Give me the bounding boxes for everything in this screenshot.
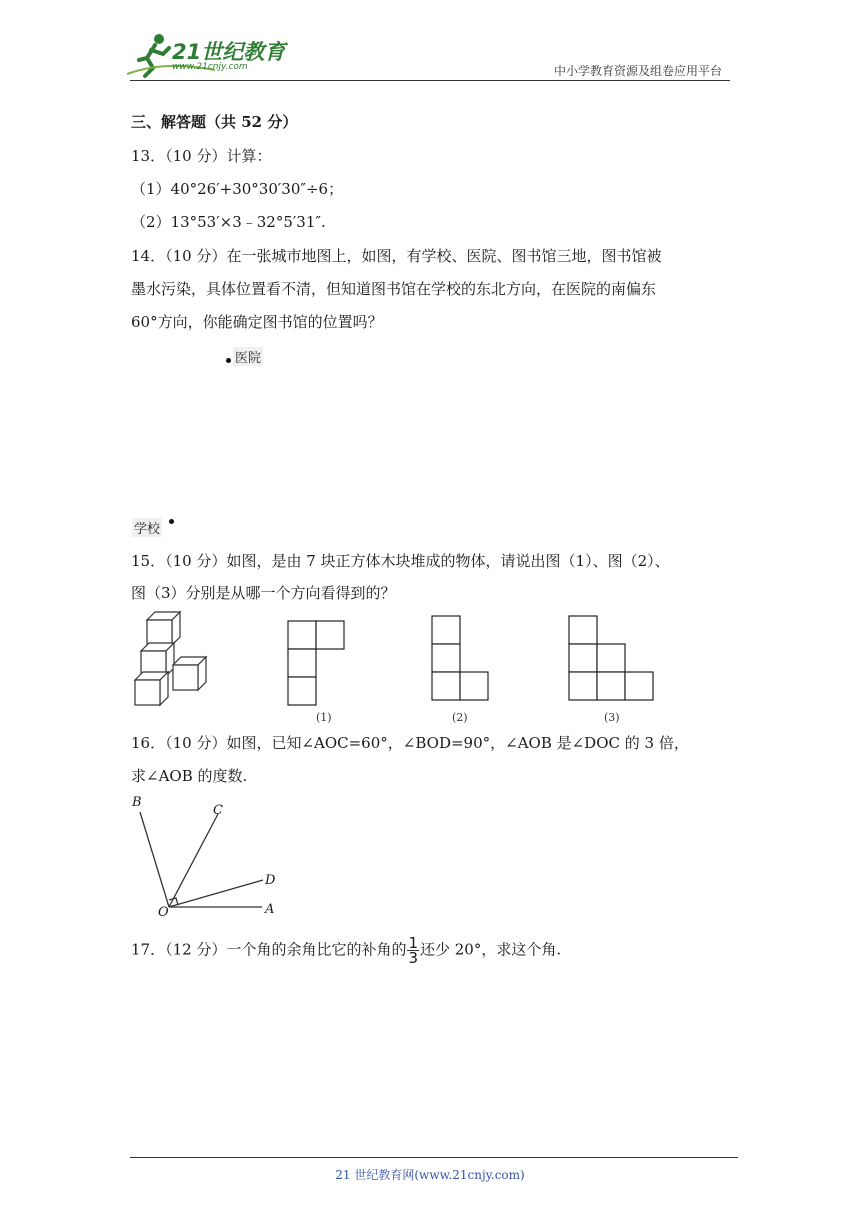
- q13-part1: （1）40°26′+30°30′30″÷6；: [131, 180, 344, 198]
- view-1-figure: [287, 620, 347, 708]
- view-2-caption: (2): [452, 711, 468, 724]
- view-2-figure: [431, 615, 493, 705]
- q13-part2: （2）13°53′×3﹣32°5′31″.: [131, 213, 326, 231]
- view-3-caption: (3): [604, 711, 620, 724]
- q13-stem: 13．（10 分）计算：: [131, 147, 272, 165]
- point-label-d: D: [265, 873, 276, 888]
- point-label-c: C: [213, 803, 223, 818]
- school-point: [169, 519, 174, 524]
- angle-figure: [128, 794, 288, 919]
- q14-line2: 墨水污染，具体位置看不清，但知道图书馆在学校的东北方向，在医院的南偏东: [131, 280, 657, 298]
- view-1-caption: (1): [316, 711, 332, 724]
- q16-line1: 16．（10 分）如图，已知∠AOC=60°，∠BOD=90°，∠AOB 是∠DOC 的 3 倍，: [131, 734, 689, 752]
- q17-fraction: [407, 936, 419, 965]
- point-label-b: B: [132, 795, 142, 810]
- section-title: 三、解答题（共 52 分）: [131, 113, 298, 131]
- q17-line: [131, 936, 561, 965]
- hospital-point: [226, 358, 231, 363]
- point-label-a: A: [265, 902, 275, 917]
- q15-line2: 图（3）分别是从哪一个方向看得到的？: [131, 584, 396, 602]
- cube-stack-figure: [128, 610, 210, 710]
- hospital-label: 医院: [233, 347, 263, 366]
- school-label: 学校: [132, 518, 162, 537]
- header-platform-text: 中小学教育资源及组卷应用平台: [553, 64, 722, 78]
- q17-text-before: 17．（12 分）一个角的余角比它的补角的: [131, 940, 407, 959]
- q15-line1: 15．（10 分）如图，是由 7 块正方体木块堆成的物体，请说出图（1）、图（2）、: [131, 552, 670, 570]
- point-label-o: O: [158, 905, 169, 920]
- footer-divider: [130, 1157, 738, 1158]
- q17-text-after: 还少 20°，求这个角.: [420, 940, 562, 959]
- fraction-numerator: 1: [408, 934, 418, 952]
- footer-text: 21 世纪教育网(www.21cnjy.com): [335, 1168, 525, 1182]
- logo-text: 21世纪教育: [172, 40, 286, 64]
- q14-line1: 14．（10 分）在一张城市地图上，如图，有学校、医院、图书馆三地，图书馆被: [131, 247, 662, 265]
- fraction-denominator: 3: [408, 949, 418, 967]
- header-divider: [130, 80, 730, 81]
- q16-line2: 求∠AOB 的度数.: [131, 767, 248, 785]
- logo-url: www.21cnjy.com: [172, 62, 248, 72]
- q14-line3: 60°方向，你能确定图书馆的位置吗？: [131, 313, 383, 331]
- view-3-figure: [568, 615, 658, 705]
